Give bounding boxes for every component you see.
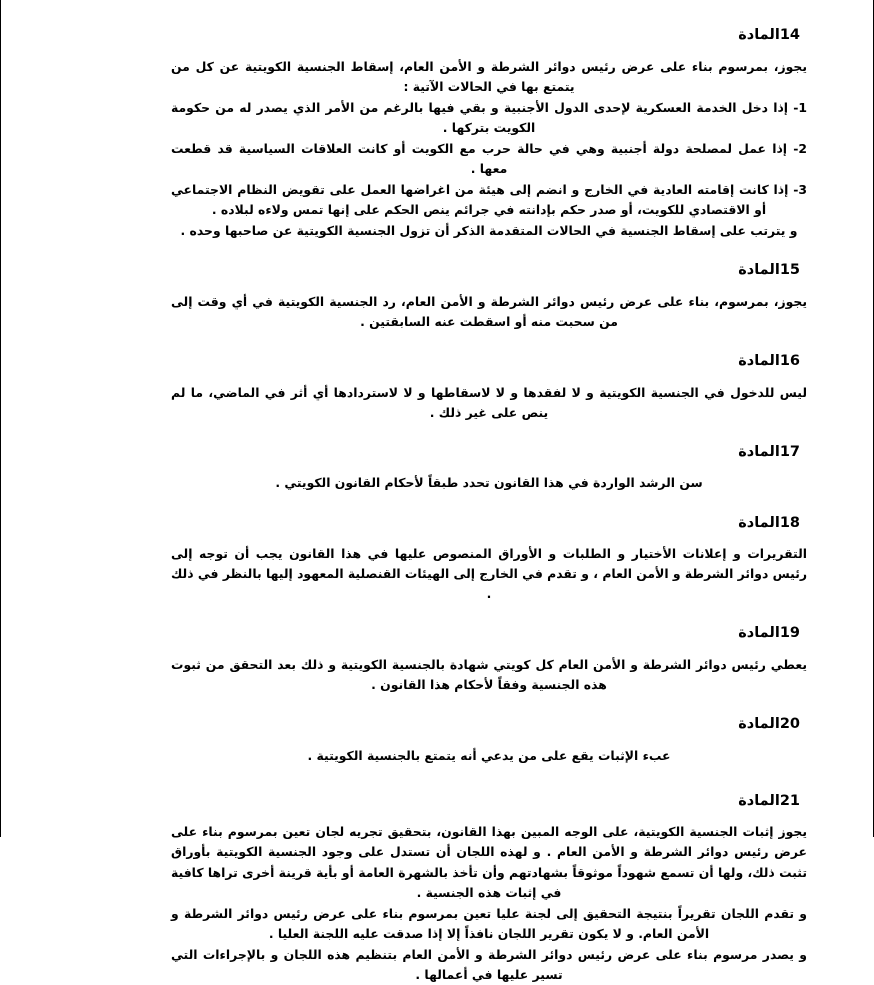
- article-15-label: المادة: [738, 262, 780, 279]
- article-19: [171, 624, 807, 695]
- article-16-label: المادة: [738, 353, 780, 370]
- article-20-body: [171, 746, 807, 766]
- article-14-number: 14: [779, 27, 800, 43]
- article-18-label: المادة: [738, 514, 780, 531]
- article-19-label: المادة: [738, 625, 780, 642]
- article-15-heading: [171, 261, 807, 281]
- article-21-body: [171, 822, 807, 985]
- article-17-heading: [171, 443, 807, 463]
- article-14-paragraph-3: 2- إذا عمل لمصلحة دولة أجنبية وهي في حالة حرب مع الكويت أو كانت العلاقات السياسية قد قطعت معها .: [171, 140, 807, 177]
- article-19-paragraph-1: يعطي رئيس دوائر الشرطة و الأمن العام كل كويتي شهادة بالجنسية الكويتية و ذلك بعد التحقق من ثبوت هذه الجنسية وفقاً لأحكام هذا القانون .: [171, 656, 807, 693]
- article-18-paragraph-1: التقريرات و إعلانات الأختيار و الطلبات و الأوراق المنصوص عليها في هذا القانون يجب أن توجه إلى رئيس دوائر الشرطة و الأمن العام ، و تقدم في الخارج إلى الهيئات القنصلية المعهود إليها بالنظر في ذلك .: [171, 546, 807, 602]
- article-15-body: [171, 292, 807, 332]
- article-19-heading: [171, 624, 807, 644]
- article-17-number: 17: [779, 443, 800, 460]
- article-14-paragraph-2: 1- إذا دخل الخدمة العسكرية لإحدى الدول الأجنبية و بقي فيها بالرغم من الأمر الذي يصدر له من حكومة الكويت بتركها .: [171, 99, 807, 135]
- article-18-heading: [171, 514, 807, 534]
- article-14-paragraph-5: و يترتب على إسقاط الجنسية في الحالات المتقدمة الذكر أن تزول الجنسية الكويتية عن صاحبها وحده .: [180, 223, 798, 239]
- article-15-number: 15: [779, 262, 800, 279]
- article-18-body: [171, 544, 807, 604]
- article-21-paragraph-2: و تقدم اللجان تقريراً بنتيجة التحقيق إلى لجنة عليا تعين بمرسوم بناء على عرض رئيس دوائر الشرطة و الأمن العام. و لا يكون تقرير اللجان نافذاً إلا إذا صدقت عليه اللجنة العليا .: [171, 905, 807, 941]
- article-19-body: [171, 655, 807, 695]
- article-21-heading: [171, 792, 807, 812]
- article-16-paragraph-1: ليس للدخول في الجنسية الكويتية و لا لفقدها و لا لاسقاطها و لا لاستردادها أي أثر في الماضي، ما لم ينص على غير ذلك .: [171, 384, 807, 420]
- article-17-body: [171, 473, 807, 493]
- article-17-paragraph-1: سن الرشد الواردة في هذا القانون تحدد طبقاً لأحكام القانون الكويتي .: [275, 475, 703, 491]
- article-14-paragraph-1: يجوز، بمرسوم بناء على عرض رئيس دوائر الشرطة و الأمن العام، إسقاط الجنسية الكويتية عن كل من يتمتع بها في الحالات الآتية :: [171, 58, 807, 94]
- article-21-paragraph-1: يجوز إثبات الجنسية الكويتية، على الوجه المبين بهذا القانون، بتحقيق تجريه لجان تعين بمرسوم بناء على عرض رئيس دوائر الشرطة و الأمن العام . و لهذه اللجان أن تستدل على وجود الجنسية الكويتية بأوراق تثبت ذلك، ولها أن تسمع شهوداً موثوقاً بشهادتهم وأن تأخذ بالشهرة العامة أو بأية قرينة أخرى تراها كافية في إثبات هذه الجنسية .: [171, 824, 807, 900]
- article-21-number: 21: [779, 792, 800, 809]
- article-16: [171, 352, 807, 423]
- article-20-number: 20: [779, 716, 800, 733]
- article-14-body: [171, 57, 807, 242]
- article-17: [171, 443, 807, 494]
- article-14-label: المادة: [738, 27, 780, 43]
- article-16-heading: [171, 352, 807, 372]
- article-20-heading: [171, 715, 807, 735]
- article-17-label: المادة: [738, 443, 780, 460]
- article-20: [171, 715, 807, 766]
- article-14-heading: [171, 26, 807, 46]
- article-19-number: 19: [779, 625, 800, 642]
- article-18: [171, 514, 807, 605]
- article-21-label: المادة: [738, 792, 780, 809]
- article-18-number: 18: [779, 514, 800, 531]
- article-21-paragraph-3: و يصدر مرسوم بناء على عرض رئيس دوائر الشرطة و الأمن العام بتنظيم هذه اللجان و بالإجراءات التي تسير عليها في أعمالها .: [171, 946, 807, 983]
- article-14-paragraph-4: 3- إذا كانت إقامته العادية في الخارج و انضم إلى هيئة من اغراضها العمل على تقويض النظام الاجتماعي أو الاقتصادي للكويت، أو صدر حكم بإدانته في جرائم ينص الحكم على إنها تمس ولاءه لبلاده .: [171, 182, 807, 218]
- article-16-body: [171, 383, 807, 423]
- article-15: [171, 261, 807, 332]
- article-14: [171, 26, 807, 241]
- article-16-number: 16: [779, 353, 800, 370]
- document-body: [1, 0, 873, 983]
- article-20-label: المادة: [738, 716, 780, 733]
- article-20-paragraph-1: عبء الإثبات يقع على من يدعي أنه يتمتع بالجنسية الكويتية .: [307, 747, 671, 763]
- article-15-paragraph-1: يجوز، بمرسوم، بناء على عرض رئيس دوائر الشرطة و الأمن العام، رد الجنسية الكويتية في أي وقت إلى من سحبت منه أو اسقطت عنه السابقتين .: [171, 293, 807, 330]
- article-21: [171, 792, 807, 985]
